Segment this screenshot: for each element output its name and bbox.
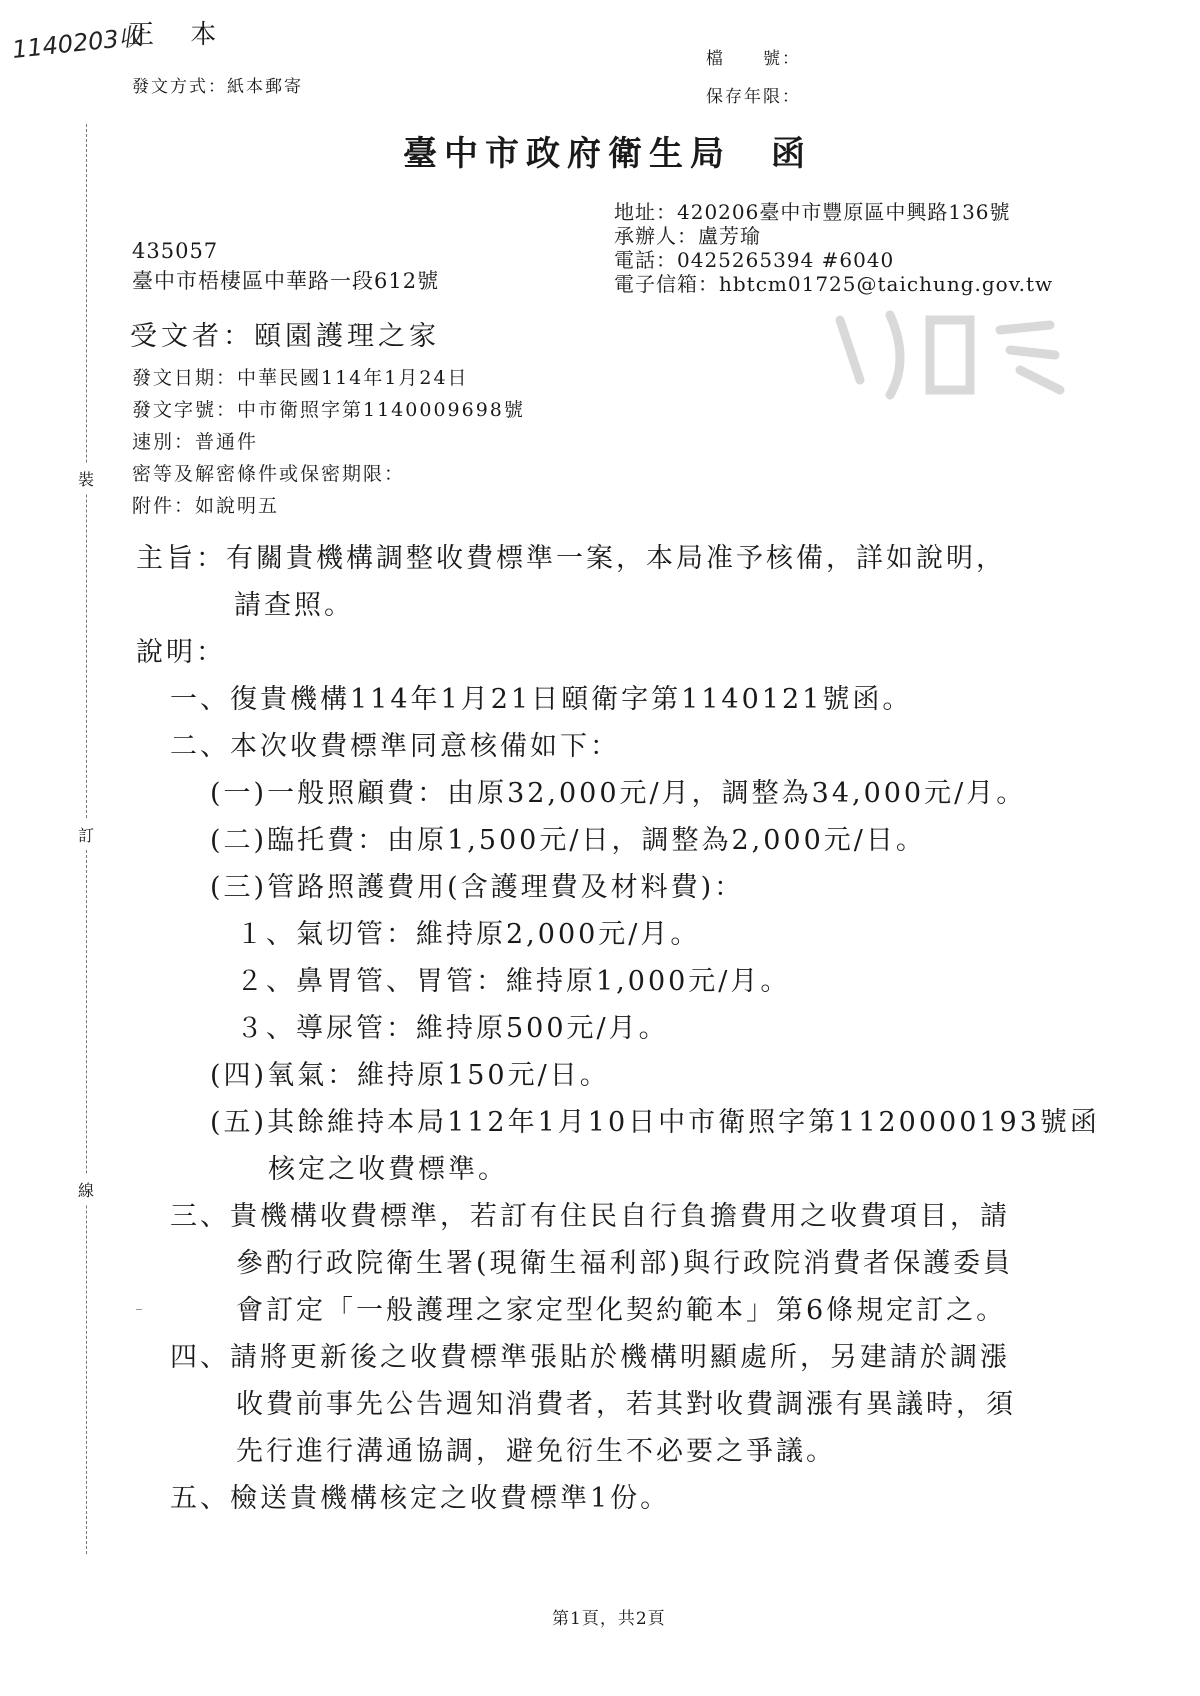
explanation-item-4-line-2: 收費前事先公告週知消費者，若其對收費調漲有異議時，須 xyxy=(236,1389,1016,1420)
recipient-street-address: 臺中市梧棲區中華路一段612號 xyxy=(132,269,440,293)
explanation-item-2: 二、本次收費標準同意核備如下： xyxy=(170,731,620,762)
page-number-footer: 第1頁，共2頁 xyxy=(552,1609,666,1629)
document-meta xyxy=(132,362,525,522)
sender-phone: 電話：0425265394 #6040 xyxy=(614,248,895,272)
attachment-note: 附件：如說明五 xyxy=(132,495,280,517)
binding-mark-xian: 線 xyxy=(78,1175,94,1204)
explanation-item-2-5-line-1: (五)其餘維持本局112年1月10日中市衛照字第1120000193號函 xyxy=(210,1107,1100,1138)
explanation-item-2-3-1: １、氣切管：維持原2,000元/月。 xyxy=(236,919,701,950)
speed-class: 速別：普通件 xyxy=(132,431,259,453)
sender-address: 地址：420206臺中市豐原區中興路136號 xyxy=(614,200,1011,224)
delivery-method: 發文方式：紙本郵寄 xyxy=(132,77,303,97)
explanation-item-2-3-3: ３、導尿管：維持原500元/月。 xyxy=(236,1013,669,1044)
subject-line-2: 請查照。 xyxy=(234,590,354,621)
explanation-item-5: 五、檢送貴機構核定之收費標準1份。 xyxy=(170,1483,671,1514)
explanation-item-2-3: (三)管路照護費用(含護理費及材料費)： xyxy=(210,872,745,903)
explanation-item-2-4: (四)氧氣：維持原150元/日。 xyxy=(210,1060,610,1091)
binding-mark-ding: 訂 xyxy=(78,820,94,849)
explanation-item-2-1: (一)一般照顧費：由原32,000元/月，調整為34,000元/月。 xyxy=(210,778,1027,809)
explanation-item-2-5-line-2: 核定之收費標準。 xyxy=(268,1154,508,1185)
retention-period-label: 保存年限： xyxy=(706,87,801,107)
explanation-item-1: 一、復貴機構114年1月21日頤衛字第1140121號函。 xyxy=(170,684,913,715)
document-number: 發文字號：中市衛照字第1140009698號 xyxy=(132,399,525,421)
sender-email: 電子信箱：hbtcm01725@taichung.gov.tw xyxy=(614,272,1054,296)
margin-dash xyxy=(136,1309,142,1310)
copy-type-label: 正 本 xyxy=(128,20,231,50)
faded-stamp-mark xyxy=(820,300,1080,410)
secrecy-level: 密等及解密條件或保密期限： xyxy=(132,463,406,485)
explanation-item-3-line-1: 三、貴機構收費標準，若訂有住民自行負擔費用之收費項目，請 xyxy=(170,1201,1010,1232)
explanation-item-3-line-2: 參酌行政院衛生署(現衛生福利部)與行政院消費者保護委員 xyxy=(236,1248,1014,1279)
recipient-line: 受文者：頤園護理之家 xyxy=(130,321,440,352)
explanation-item-4-line-3: 先行進行溝通協調，避免衍生不必要之爭議。 xyxy=(236,1436,836,1467)
binding-mark-zhuang: 裝 xyxy=(78,464,94,493)
explanation-item-3-line-3: 會訂定「一般護理之家定型化契約範本」第6條規定訂之。 xyxy=(236,1295,1007,1326)
issue-date: 發文日期：中華民國114年1月24日 xyxy=(132,367,469,389)
postal-code: 435057 xyxy=(132,239,219,263)
sender-info xyxy=(614,200,1053,296)
document-type: 函 xyxy=(771,134,812,174)
explanation-item-2-2: (二)臨托費：由原1,500元/日，調整為2,000元/日。 xyxy=(210,825,926,856)
explanation-item-2-3-2: ２、鼻胃管、胃管：維持原1,000元/月。 xyxy=(236,966,791,997)
subject-line-1: 主旨：有關貴機構調整收費標準一案，本局准予核備，詳如說明， xyxy=(136,543,1006,574)
explanation-item-4-line-1: 四、請將更新後之收費標準張貼於機構明顯處所，另建請於調漲 xyxy=(170,1342,1010,1373)
handwritten-receipt-note: 1140203收 xyxy=(10,22,144,64)
file-number-label: 檔 號： xyxy=(706,49,801,69)
explanation-heading: 說明： xyxy=(136,637,226,668)
sender-handler: 承辦人：盧芳瑜 xyxy=(614,224,761,248)
agency-name: 臺中市政府衛生局 xyxy=(403,134,731,174)
document-title xyxy=(403,126,812,175)
recipient-postal-address xyxy=(132,236,439,296)
